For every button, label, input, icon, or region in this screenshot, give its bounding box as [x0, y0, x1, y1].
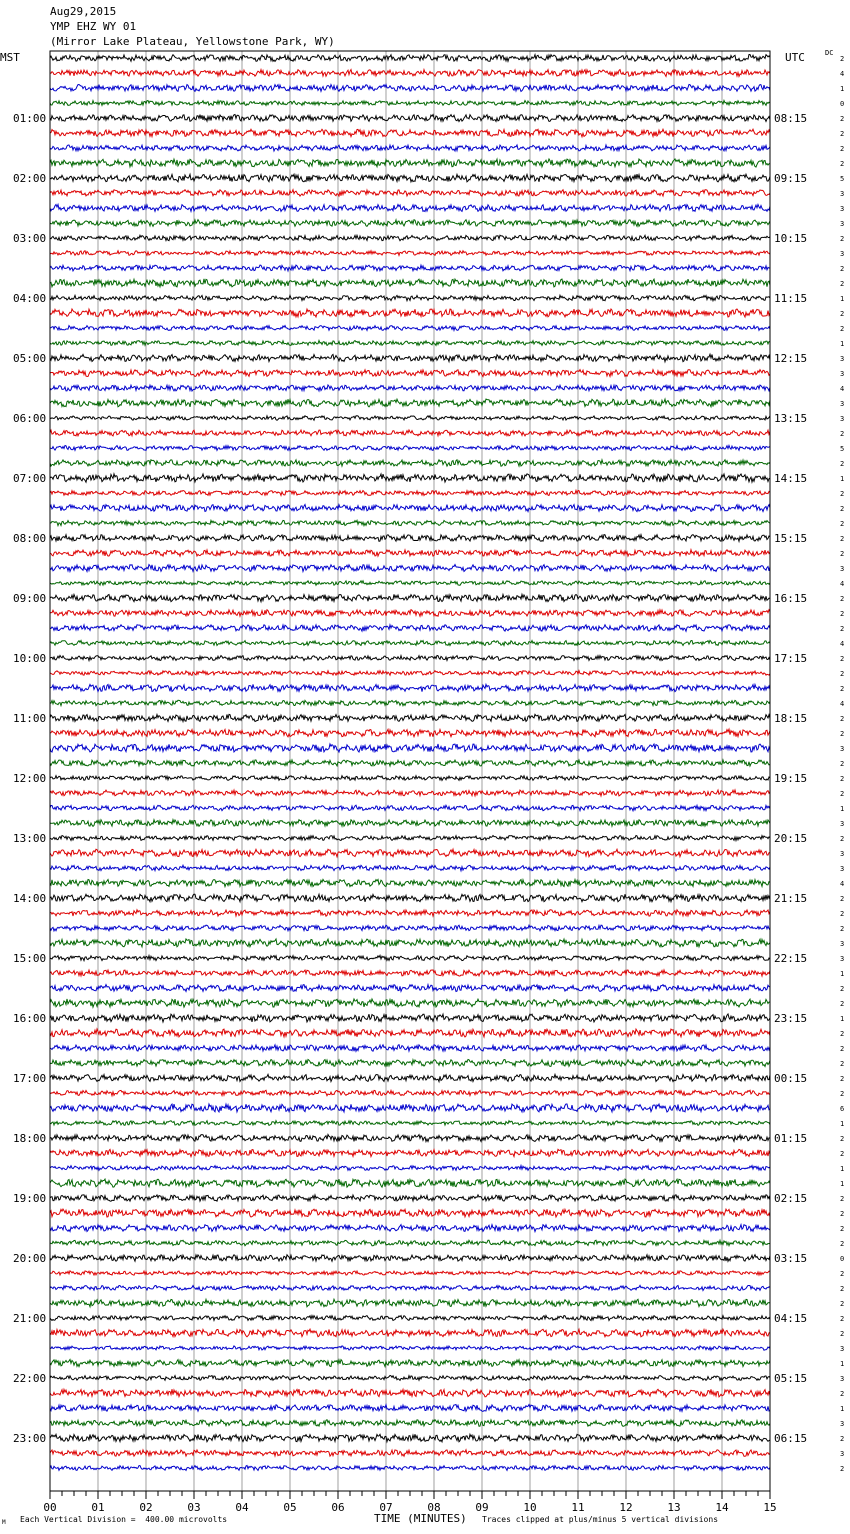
trace-row — [50, 1420, 770, 1427]
row-dc-value: 2 — [840, 595, 845, 603]
row-dc-value: 4 — [840, 640, 845, 648]
trace-row — [50, 894, 770, 902]
trace-row — [50, 85, 770, 92]
utc-hour-label: 17:15 — [774, 652, 808, 665]
x-tick-label: 01 — [91, 1501, 105, 1514]
row-dc-value: 2 — [840, 1285, 845, 1293]
row-dc-value: 2 — [840, 55, 845, 63]
mst-hour-label: 05:00 — [13, 352, 47, 365]
right-timezone-label: UTC — [785, 51, 805, 64]
row-dc-value: 1 — [840, 1180, 845, 1188]
trace-row — [50, 1285, 770, 1290]
trace-row — [50, 326, 770, 331]
trace-row — [50, 1060, 770, 1067]
trace-row — [50, 370, 770, 377]
row-dc-value: 2 — [840, 1435, 845, 1443]
utc-hour-label: 19:15 — [774, 772, 808, 785]
row-dc-value: 1 — [840, 340, 845, 348]
trace-row — [50, 939, 770, 947]
x-tick-label: 06 — [331, 1501, 345, 1514]
utc-hour-label: 08:15 — [774, 112, 808, 125]
trace-row — [50, 925, 770, 931]
trace-row — [50, 295, 770, 300]
x-tick-label: 10 — [523, 1501, 537, 1514]
row-dc-value: 3 — [840, 745, 845, 753]
trace-row — [50, 820, 770, 827]
trace-row — [50, 460, 770, 466]
row-dc-value: 2 — [840, 490, 845, 498]
utc-hour-label: 01:15 — [774, 1132, 808, 1145]
row-dc-value: 1 — [840, 1165, 845, 1173]
mst-hour-label: 04:00 — [13, 292, 47, 305]
utc-hour-label: 10:15 — [774, 232, 808, 245]
row-dc-value: 1 — [840, 1405, 845, 1413]
trace-row — [50, 1389, 770, 1397]
trace-row — [50, 279, 770, 287]
row-dc-value: 3 — [840, 850, 845, 858]
row-dc-value: 2 — [840, 775, 845, 783]
trace-row — [50, 1121, 770, 1126]
trace-row — [50, 1346, 770, 1350]
row-dc-value: 2 — [840, 715, 845, 723]
trace-row — [50, 836, 770, 841]
trace-row — [50, 1166, 770, 1171]
row-dc-value: 1 — [840, 475, 845, 483]
trace-row — [50, 129, 770, 137]
mst-hour-label: 18:00 — [13, 1132, 47, 1145]
row-dc-value: 2 — [840, 1330, 845, 1338]
utc-hour-label: 06:15 — [774, 1432, 808, 1445]
utc-hour-label: 00:15 — [774, 1072, 808, 1085]
mst-hour-label: 07:00 — [13, 472, 47, 485]
trace-row — [50, 565, 770, 572]
trace-row — [50, 999, 770, 1007]
trace-row — [50, 1329, 770, 1337]
row-dc-value: 2 — [840, 1465, 845, 1473]
row-dc-value: 0 — [840, 100, 845, 108]
row-dc-value: 1 — [840, 1360, 845, 1368]
trace-row — [50, 1240, 770, 1246]
trace-row — [50, 101, 770, 106]
trace-row — [50, 1376, 770, 1381]
trace-row — [50, 190, 770, 197]
row-dc-value: 3 — [840, 1345, 845, 1353]
trace-row — [50, 744, 770, 752]
mst-hour-label: 13:00 — [13, 832, 47, 845]
mst-hour-label: 17:00 — [13, 1072, 47, 1085]
x-tick-label: 05 — [283, 1501, 297, 1514]
trace-row — [50, 910, 770, 916]
row-dc-value: 4 — [840, 700, 845, 708]
row-dc-value: 2 — [840, 145, 845, 153]
trace-row — [50, 1135, 770, 1142]
row-dc-value: 2 — [840, 505, 845, 513]
mst-hour-label: 14:00 — [13, 892, 47, 905]
row-dc-value: 2 — [840, 625, 845, 633]
trace-row — [50, 251, 770, 256]
row-dc-value: 2 — [840, 1135, 845, 1143]
row-dc-value: 2 — [840, 895, 845, 903]
row-dc-value: 3 — [840, 940, 845, 948]
trace-row — [50, 684, 770, 691]
mst-hour-label: 12:00 — [13, 772, 47, 785]
row-dc-value: 2 — [840, 325, 845, 333]
row-dc-value: 3 — [840, 370, 845, 378]
row-dc-value: 2 — [840, 985, 845, 993]
trace-row — [50, 354, 770, 361]
row-dc-value: 2 — [840, 1210, 845, 1218]
dc-column-label: DC — [825, 49, 834, 57]
row-dc-value: 1 — [840, 1015, 845, 1023]
trace-row — [50, 474, 770, 482]
row-dc-value: 3 — [840, 865, 845, 873]
trace-row — [50, 70, 770, 77]
trace-row — [50, 1360, 770, 1367]
row-dc-value: 3 — [840, 820, 845, 828]
trace-row — [50, 955, 770, 960]
x-tick-label: 13 — [667, 1501, 681, 1514]
row-dc-value: 3 — [840, 565, 845, 573]
trace-row — [50, 1466, 770, 1471]
utc-hour-label: 14:15 — [774, 472, 808, 485]
row-dc-value: 1 — [840, 85, 845, 93]
row-dc-value: 2 — [840, 1195, 845, 1203]
trace-row — [50, 671, 770, 676]
row-dc-value: 2 — [840, 610, 845, 618]
trace-row — [50, 594, 770, 601]
trace-row — [50, 159, 770, 167]
trace-row — [50, 1104, 770, 1112]
trace-row — [50, 490, 770, 495]
trace-row — [50, 220, 770, 227]
x-tick-label: 15 — [763, 1501, 777, 1514]
trace-row — [50, 1450, 770, 1456]
trace-row — [50, 1255, 770, 1262]
row-dc-value: 2 — [840, 835, 845, 843]
trace-row — [50, 790, 770, 796]
trace-row — [50, 55, 770, 62]
mst-hour-label: 20:00 — [13, 1252, 47, 1265]
row-dc-value: 2 — [840, 1225, 845, 1233]
row-dc-value: 3 — [840, 955, 845, 963]
trace-row — [50, 1209, 770, 1217]
x-tick-label: 02 — [139, 1501, 153, 1514]
row-dc-value: 3 — [840, 355, 845, 363]
x-tick-label: 00 — [43, 1501, 57, 1514]
row-dc-value: 4 — [840, 880, 845, 888]
trace-row — [50, 520, 770, 525]
trace-row — [50, 341, 770, 346]
row-dc-value: 5 — [840, 445, 845, 453]
plot-date: Aug29,2015 — [50, 5, 117, 18]
row-dc-value: 2 — [840, 1315, 845, 1323]
row-dc-value: 2 — [840, 1000, 845, 1008]
trace-row — [50, 805, 770, 811]
row-dc-value: 1 — [840, 970, 845, 978]
row-dc-value: 2 — [840, 160, 845, 168]
trace-row — [50, 1029, 770, 1037]
utc-hour-label: 16:15 — [774, 592, 808, 605]
footer-mark: M — [2, 1519, 6, 1526]
mst-hour-label: 06:00 — [13, 412, 47, 425]
row-dc-value: 2 — [840, 685, 845, 693]
row-dc-value: 3 — [840, 1450, 845, 1458]
mst-hour-label: 08:00 — [13, 532, 47, 545]
trace-row — [50, 656, 770, 661]
mst-hour-label: 15:00 — [13, 952, 47, 965]
trace-row — [50, 399, 770, 407]
clip-note: Traces clipped at plus/minus 5 vertical divisions — [482, 1515, 719, 1524]
utc-hour-label: 13:15 — [774, 412, 808, 425]
trace-row — [50, 430, 770, 436]
row-dc-value: 2 — [840, 430, 845, 438]
trace-row — [50, 1179, 770, 1187]
trace-row — [50, 1074, 770, 1081]
trace-row — [50, 985, 770, 992]
utc-hour-label: 18:15 — [774, 712, 808, 725]
row-dc-value: 2 — [840, 460, 845, 468]
row-dc-value: 4 — [840, 385, 845, 393]
trace-row — [50, 625, 770, 631]
row-dc-value: 3 — [840, 205, 845, 213]
mst-hour-label: 22:00 — [13, 1372, 47, 1385]
trace-row — [50, 235, 770, 241]
trace-row — [50, 115, 770, 122]
trace-row — [50, 610, 770, 617]
trace-row — [50, 1149, 770, 1156]
row-dc-value: 3 — [840, 190, 845, 198]
mst-hour-label: 10:00 — [13, 652, 47, 665]
x-tick-label: 14 — [715, 1501, 729, 1514]
trace-row — [50, 505, 770, 512]
row-dc-value: 2 — [840, 1030, 845, 1038]
row-dc-value: 2 — [840, 235, 845, 243]
row-dc-value: 3 — [840, 220, 845, 228]
row-dc-value: 4 — [840, 70, 845, 78]
trace-row — [50, 1045, 770, 1052]
row-dc-value: 2 — [840, 1060, 845, 1068]
row-dc-value: 2 — [840, 550, 845, 558]
row-dc-value: 2 — [840, 1390, 845, 1398]
utc-hour-label: 15:15 — [774, 532, 808, 545]
trace-row — [50, 849, 770, 857]
row-dc-value: 4 — [840, 580, 845, 588]
trace-row — [50, 865, 770, 871]
trace-row — [50, 535, 770, 542]
row-dc-value: 2 — [840, 115, 845, 123]
trace-row — [50, 174, 770, 182]
trace-row — [50, 1225, 770, 1232]
utc-hour-label: 02:15 — [774, 1192, 808, 1205]
utc-hour-label: 20:15 — [774, 832, 808, 845]
trace-row — [50, 714, 770, 721]
trace-row — [50, 1271, 770, 1275]
utc-hour-label: 12:15 — [774, 352, 808, 365]
x-tick-label: 12 — [619, 1501, 633, 1514]
utc-hour-label: 04:15 — [774, 1312, 808, 1325]
trace-row — [50, 1316, 770, 1321]
scale-note: Each Vertical Division = 400.00 microvolts — [20, 1515, 228, 1524]
trace-row — [50, 700, 770, 705]
row-dc-value: 2 — [840, 1300, 845, 1308]
row-dc-value: 3 — [840, 250, 845, 258]
utc-hour-label: 09:15 — [774, 172, 808, 185]
mst-hour-label: 01:00 — [13, 112, 47, 125]
trace-row — [50, 1014, 770, 1022]
trace-row — [50, 145, 770, 151]
row-dc-value: 5 — [840, 175, 845, 183]
row-dc-value: 2 — [840, 925, 845, 933]
x-tick-label: 11 — [571, 1501, 585, 1514]
row-dc-value: 2 — [840, 655, 845, 663]
mst-hour-label: 19:00 — [13, 1192, 47, 1205]
row-dc-value: 1 — [840, 805, 845, 813]
mst-hour-label: 09:00 — [13, 592, 47, 605]
row-dc-value: 2 — [840, 520, 845, 528]
trace-row — [50, 581, 770, 586]
trace-row — [50, 1405, 770, 1412]
x-tick-label: 03 — [187, 1501, 201, 1514]
row-dc-value: 0 — [840, 1255, 845, 1263]
x-axis-title: TIME (MINUTES) — [374, 1512, 467, 1525]
trace-row — [50, 1299, 770, 1306]
utc-hour-label: 23:15 — [774, 1012, 808, 1025]
station-location: (Mirror Lake Plateau, Yellowstone Park, WY) — [50, 35, 335, 48]
row-dc-value: 6 — [840, 1105, 845, 1113]
trace-row — [50, 416, 770, 421]
utc-hour-label: 21:15 — [774, 892, 808, 905]
row-dc-value: 3 — [840, 415, 845, 423]
utc-hour-label: 03:15 — [774, 1252, 808, 1265]
x-tick-label: 04 — [235, 1501, 249, 1514]
left-timezone-label: MST — [0, 51, 20, 64]
trace-row — [50, 205, 770, 212]
row-dc-value: 3 — [840, 1420, 845, 1428]
row-dc-value: 2 — [840, 130, 845, 138]
row-dc-value: 2 — [840, 730, 845, 738]
trace-row — [50, 729, 770, 737]
utc-hour-label: 22:15 — [774, 952, 808, 965]
trace-row — [50, 879, 770, 886]
x-tick-label: 08 — [427, 1501, 441, 1514]
row-dc-value: 2 — [840, 910, 845, 918]
trace-row — [50, 446, 770, 451]
mst-hour-label: 11:00 — [13, 712, 47, 725]
mst-hour-label: 23:00 — [13, 1432, 47, 1445]
trace-row — [50, 385, 770, 391]
trace-row — [50, 1090, 770, 1095]
row-dc-value: 2 — [840, 670, 845, 678]
row-dc-value: 2 — [840, 310, 845, 318]
row-dc-value: 2 — [840, 1045, 845, 1053]
mst-hour-label: 21:00 — [13, 1312, 47, 1325]
trace-row — [50, 265, 770, 271]
row-dc-value: 2 — [840, 265, 845, 273]
row-dc-value: 2 — [840, 760, 845, 768]
row-dc-value: 1 — [840, 295, 845, 303]
trace-row — [50, 776, 770, 781]
x-tick-label: 07 — [379, 1501, 393, 1514]
trace-row — [50, 640, 770, 645]
row-dc-value: 1 — [840, 1120, 845, 1128]
row-dc-value: 2 — [840, 535, 845, 543]
row-dc-value: 2 — [840, 790, 845, 798]
trace-row — [50, 1434, 770, 1442]
row-dc-value: 3 — [840, 1375, 845, 1383]
row-dc-value: 3 — [840, 400, 845, 408]
station-name: YMP EHZ WY 01 — [50, 20, 137, 33]
x-tick-label: 09 — [475, 1501, 489, 1514]
row-dc-value: 2 — [840, 280, 845, 288]
utc-hour-label: 05:15 — [774, 1372, 808, 1385]
mst-hour-label: 02:00 — [13, 172, 47, 185]
trace-row — [50, 550, 770, 556]
mst-hour-label: 03:00 — [13, 232, 47, 245]
trace-row — [50, 309, 770, 317]
utc-hour-label: 11:15 — [774, 292, 808, 305]
trace-row — [50, 970, 770, 976]
row-dc-value: 2 — [840, 1240, 845, 1248]
mst-hour-label: 16:00 — [13, 1012, 47, 1025]
row-dc-value: 2 — [840, 1270, 845, 1278]
trace-row — [50, 760, 770, 766]
row-dc-value: 2 — [840, 1090, 845, 1098]
row-dc-value: 2 — [840, 1075, 845, 1083]
row-dc-value: 2 — [840, 1150, 845, 1158]
trace-row — [50, 1195, 770, 1201]
